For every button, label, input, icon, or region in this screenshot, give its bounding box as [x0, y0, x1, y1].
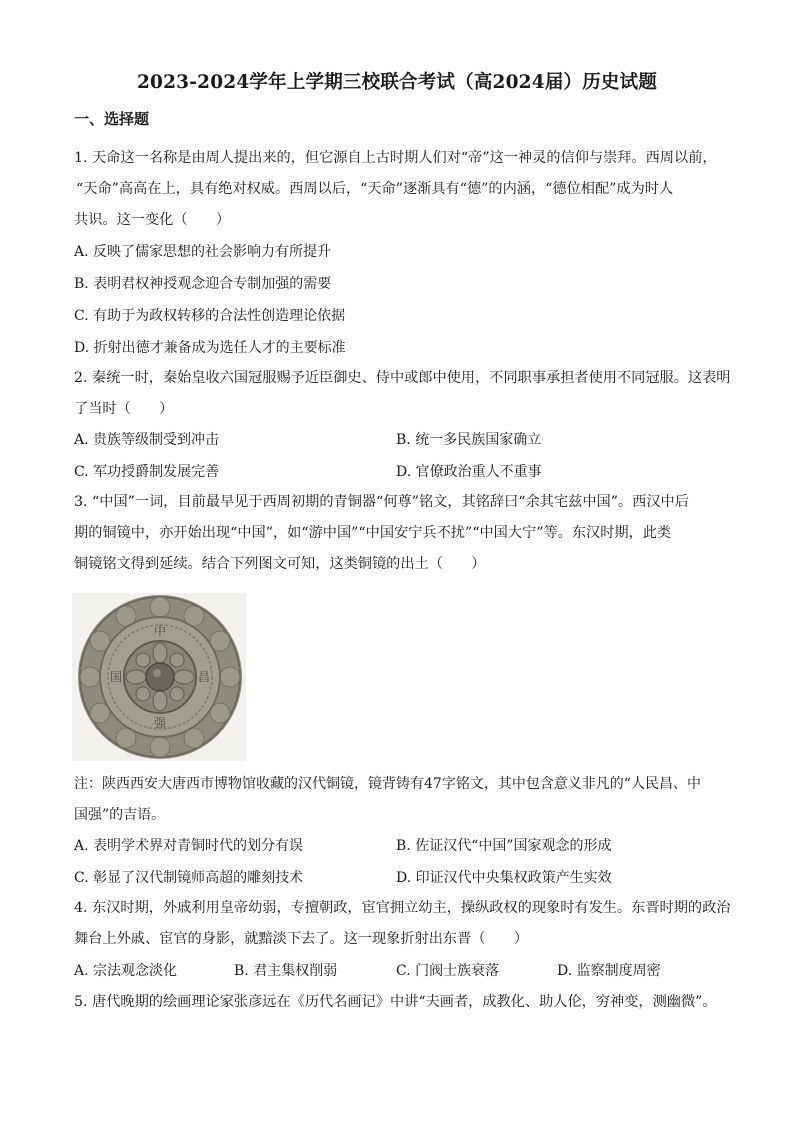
q2-option-d[interactable]: D. 官僚政治重人不重事 [396, 464, 542, 480]
q3-line-2: 期的铜镜中，亦开始出现“中国”，如“游中国”“中国安宁兵不扰”“中国大宁”等。东汉时期，此类 [74, 525, 672, 541]
q2-line-2: 了当时（ ） [74, 401, 174, 417]
q4-option-b[interactable]: B. 君主集权削弱 [234, 963, 338, 979]
q3-option-d[interactable]: D. 印证汉代中央集权政策产生实效 [396, 870, 612, 886]
question-2-stem [74, 363, 731, 425]
q2-option-a[interactable]: A. 贵族等级制受到冲击 [74, 432, 220, 448]
q1-line-1: 1. 天命这一名称是由周人提出来的，但它源自上古时期人们对“帝”这一神灵的信仰与崇拜。西周以前， [74, 150, 717, 166]
q3-image-note [74, 769, 724, 831]
q3-note-line-2: 国强”的吉语。 [74, 807, 166, 823]
q4-option-c[interactable]: C. 门阀士族衰落 [396, 963, 500, 979]
q4-option-d[interactable]: D. 监察制度周密 [557, 963, 661, 979]
q4-option-a[interactable]: A. 宗法观念淡化 [74, 963, 178, 979]
q2-line-1: 2. 秦统一时，秦始皇收六国冠服赐予近臣御史、侍中或郎中使用，不同职事承担者使用不同冠服。这表明 [74, 370, 731, 386]
q3-line-3: 铜镜铭文得到延续。结合下列图文可知，这类铜镜的出土（ ） [74, 556, 486, 572]
q3-option-c[interactable]: C. 彰显了汉代制镜师高超的雕刻技术 [74, 870, 304, 886]
mirror-char-right: 昌 [197, 670, 211, 684]
q3-option-a[interactable]: A. 表明学术界对青铜时代的划分有误 [74, 838, 304, 854]
q1-line-2: “天命”高高在上，具有绝对权威。西周以后，“天命”逐渐具有“德”的内涵，“德位相配”成为时人 [76, 181, 674, 197]
q4-line-1: 4. 东汉时期，外戚利用皇帝幼弱，专擅朝政，宦官拥立幼主，操纵政权的现象时有发生。东晋时期的政治 [74, 900, 731, 916]
q1-option-a[interactable]: A. 反映了儒家思想的社会影响力有所提升 [74, 244, 332, 260]
q5-line-1: 5. 唐代晚期的绘画理论家张彦远在《历代名画记》中讲“夫画者，成教化、助人伦，穷神变，测幽微”。 [74, 994, 717, 1010]
question-4-stem [74, 893, 731, 955]
q1-line-3: 共识。这一变化（ ） [74, 212, 231, 228]
question-1-stem [74, 143, 724, 236]
page-title: 2023-2024学年上学期三校联合考试（高2024届）历史试题 [136, 72, 658, 93]
mirror-char-top: 中 [153, 624, 167, 638]
q4-line-2: 舞台上外戚、宦官的身影，就黯淡下去了。这一现象折射出东晋（ ） [74, 931, 529, 947]
section-heading: 一、选择题 [74, 110, 150, 128]
q1-option-c[interactable]: C. 有助于为政权转移的合法性创造理论依据 [74, 308, 346, 324]
question-3-stem [74, 487, 724, 580]
q3-note-line-1: 注：陕西西安大唐西市博物馆收藏的汉代铜镜，镜背铸有47字铭文，其中包含意义非凡的“人民昌、中 [74, 776, 701, 792]
q2-option-c[interactable]: C. 军功授爵制发展完善 [74, 464, 220, 480]
q3-line-1: 3. “中国”一词，目前最早见于西周初期的青铜器“何尊”铭文，其铭辞曰“余其宅兹中国”。西汉中后 [74, 494, 689, 510]
bronze-mirror-image [72, 593, 246, 761]
q1-option-d[interactable]: D. 折射出德才兼备成为选任人才的主要标准 [74, 340, 346, 356]
q3-option-b[interactable]: B. 佐证汉代“中国”国家观念的形成 [396, 838, 612, 854]
q1-option-b[interactable]: B. 表明君权神授观念迎合专制加强的需要 [74, 276, 332, 292]
mirror-char-bottom: 强 [153, 716, 167, 730]
question-5-stem [74, 987, 724, 1018]
mirror-char-left: 国 [109, 670, 123, 684]
q2-option-b[interactable]: B. 统一多民族国家确立 [396, 432, 542, 448]
